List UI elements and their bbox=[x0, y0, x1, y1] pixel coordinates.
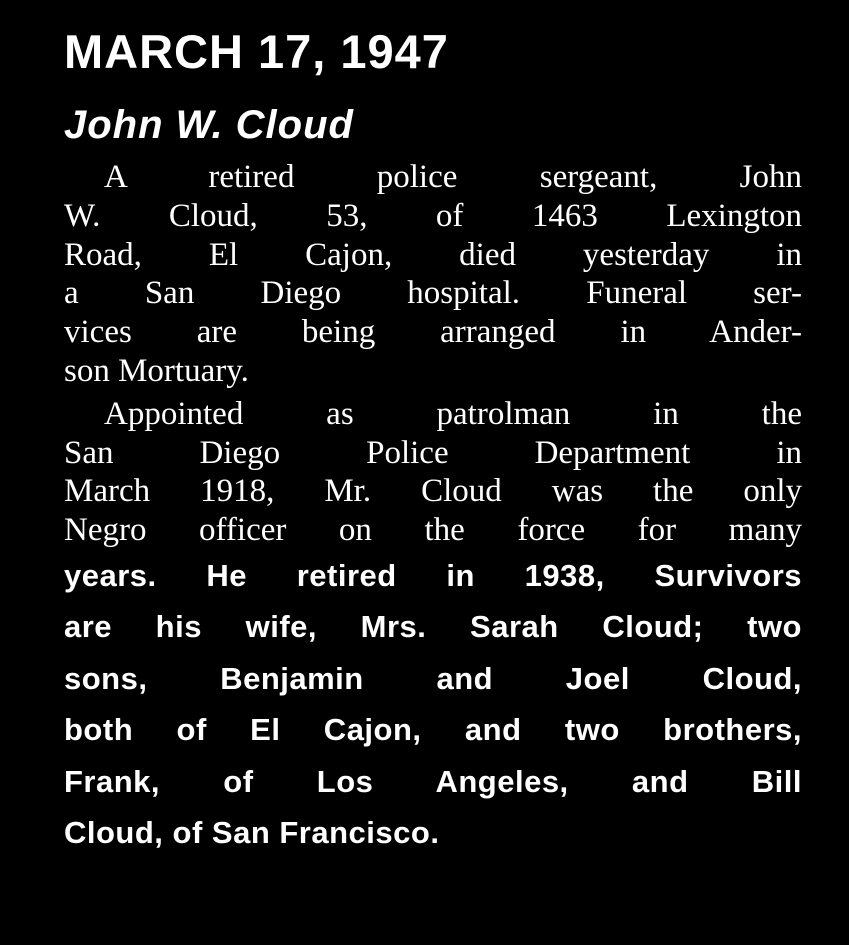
text-line: son Mortuary. bbox=[64, 352, 249, 389]
text-line: W. Cloud, 53, of 1463 Lexington bbox=[64, 197, 802, 234]
obituary-clipping bbox=[64, 24, 802, 859]
paragraph-1 bbox=[64, 158, 802, 391]
text-line: Road, El Cajon, died yesterday in bbox=[64, 236, 802, 273]
dateline: MARCH 17, 1947 bbox=[64, 25, 449, 78]
text-line: sons, Benjamin and Joel Cloud, bbox=[64, 660, 802, 696]
text-line: Appointed as patrolman in the bbox=[104, 395, 802, 432]
text-line: vices are being arranged in Ander- bbox=[64, 314, 802, 351]
text-line: Cloud, of San Francisco. bbox=[64, 815, 440, 851]
text-line: a San Diego hospital. Funeral ser- bbox=[64, 275, 802, 312]
text-line: both of El Cajon, and two brothers, bbox=[64, 712, 802, 748]
text-line: March 1918, Mr. Cloud was the only bbox=[64, 473, 802, 510]
text-line: San Diego Police Department in bbox=[64, 434, 802, 471]
text-line: years. He retired in 1938, Survivors bbox=[64, 557, 802, 593]
obituary-name-heading: John W. Cloud bbox=[64, 103, 354, 147]
paragraph-2 bbox=[64, 395, 802, 859]
text-line: are his wife, Mrs. Sarah Cloud; two bbox=[64, 609, 802, 645]
text-line: Negro officer on the force for many bbox=[64, 512, 802, 549]
text-line: Frank, of Los Angeles, and Bill bbox=[64, 763, 802, 799]
text-line: A retired police sergeant, John bbox=[104, 159, 802, 195]
